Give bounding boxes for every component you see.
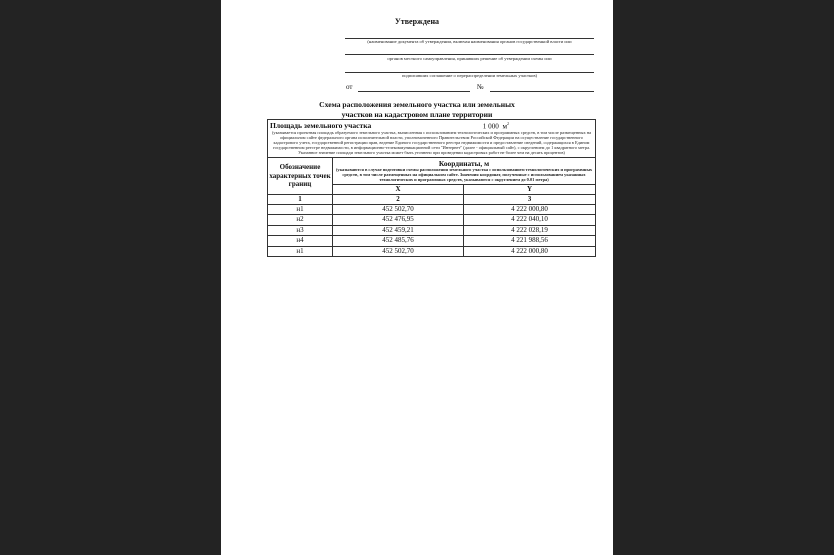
- point-cell: н4: [268, 236, 333, 247]
- area-note: (указывается проектная площадь образуемого земельного участка, вычисленная с использованием технологических и программных средств, в том числе размещенных на официальном сайте федерального органа исполнительной власти, уполномоченного Правительством Российской Федерации на осуществление государственного кадастрового учета, государственной регистрации прав, ведение Единого государственного реестра недвижимости и предоставление сведений, содержащихся в Едином государственном реестре недвижимости, в информационно-телекоммуникационной сети "Интернет" (далее - официальный сайт), с округлением до 1 квадратного метра. Указанное значение площади земельного участка может быть уточнено при проведении кадастровых работ не более чем на десять процентов): [271, 130, 592, 156]
- y-header: Y: [464, 184, 596, 194]
- y-cell: 4 222 040,10: [464, 215, 596, 226]
- area-unit-sup: 2: [507, 121, 510, 126]
- date-number-line: [346, 83, 484, 91]
- point-cell: н1: [268, 246, 333, 257]
- coordinates-table: [267, 119, 596, 257]
- approval-hint-3: подписавших соглашение о перераспределении земельных участков): [401, 73, 538, 78]
- table-row: [268, 215, 596, 226]
- document-page: [221, 0, 613, 555]
- document-title: [221, 100, 613, 119]
- table-row: [268, 204, 596, 215]
- area-unit: м: [502, 122, 508, 131]
- date-field-line: [358, 91, 470, 92]
- approval-authority-line: [345, 54, 594, 55]
- x-header: X: [333, 184, 464, 194]
- area-value-group: [483, 121, 509, 130]
- number-field-line: [490, 91, 594, 92]
- coordinates-title: Координаты, м: [438, 158, 490, 168]
- column-number-2: 2: [333, 194, 464, 204]
- y-cell: 4 222 000,80: [464, 246, 596, 257]
- approval-hint-2: органов местного самоуправления, принявших решение об утверждении схемы или: [387, 56, 552, 61]
- coordinates-note: (указываются в случае подготовки схемы расположения земельного участка с использованием технологических и программных средств, в том числе размещенных на официальном сайте. Значения координат, полученные с использованием указанных технологических и программных средств, указываются с округлением до 0.01 метра): [335, 166, 593, 182]
- area-value: 1 000: [482, 122, 499, 131]
- title-line-2: участков на кадастровом плане территории: [341, 109, 493, 119]
- x-cell: 452 502,70: [333, 246, 464, 257]
- approval-hint-1: (наименование документа об утверждении, включая наименования органов государственной власти или: [367, 39, 572, 44]
- area-label: Площадь земельного участка: [270, 121, 372, 131]
- point-cell: н2: [268, 215, 333, 226]
- approved-heading: Утверждена: [394, 17, 440, 26]
- column-number-3: 3: [464, 194, 596, 204]
- table-row: [268, 225, 596, 236]
- title-line-1: Схема расположения земельного участка или земельных: [319, 100, 515, 109]
- coordinates-header: [333, 157, 596, 184]
- y-cell: 4 222 000,80: [464, 204, 596, 215]
- x-cell: 452 459,21: [333, 225, 464, 236]
- table-row: [268, 246, 596, 257]
- x-cell: 452 502,70: [333, 204, 464, 215]
- area-cell: [268, 120, 596, 158]
- point-header: Обозначение характерных точек границ: [268, 157, 333, 194]
- column-number-1: 1: [268, 194, 333, 204]
- x-cell: 452 476,95: [333, 215, 464, 226]
- y-cell: 4 222 028,19: [464, 225, 596, 236]
- table-row: [268, 236, 596, 247]
- point-cell: н3: [268, 225, 333, 236]
- x-cell: 452 485,76: [333, 236, 464, 247]
- y-cell: 4 221 988,56: [464, 236, 596, 247]
- point-cell: н1: [268, 204, 333, 215]
- number-label: №: [477, 83, 484, 91]
- from-label: от: [346, 83, 353, 91]
